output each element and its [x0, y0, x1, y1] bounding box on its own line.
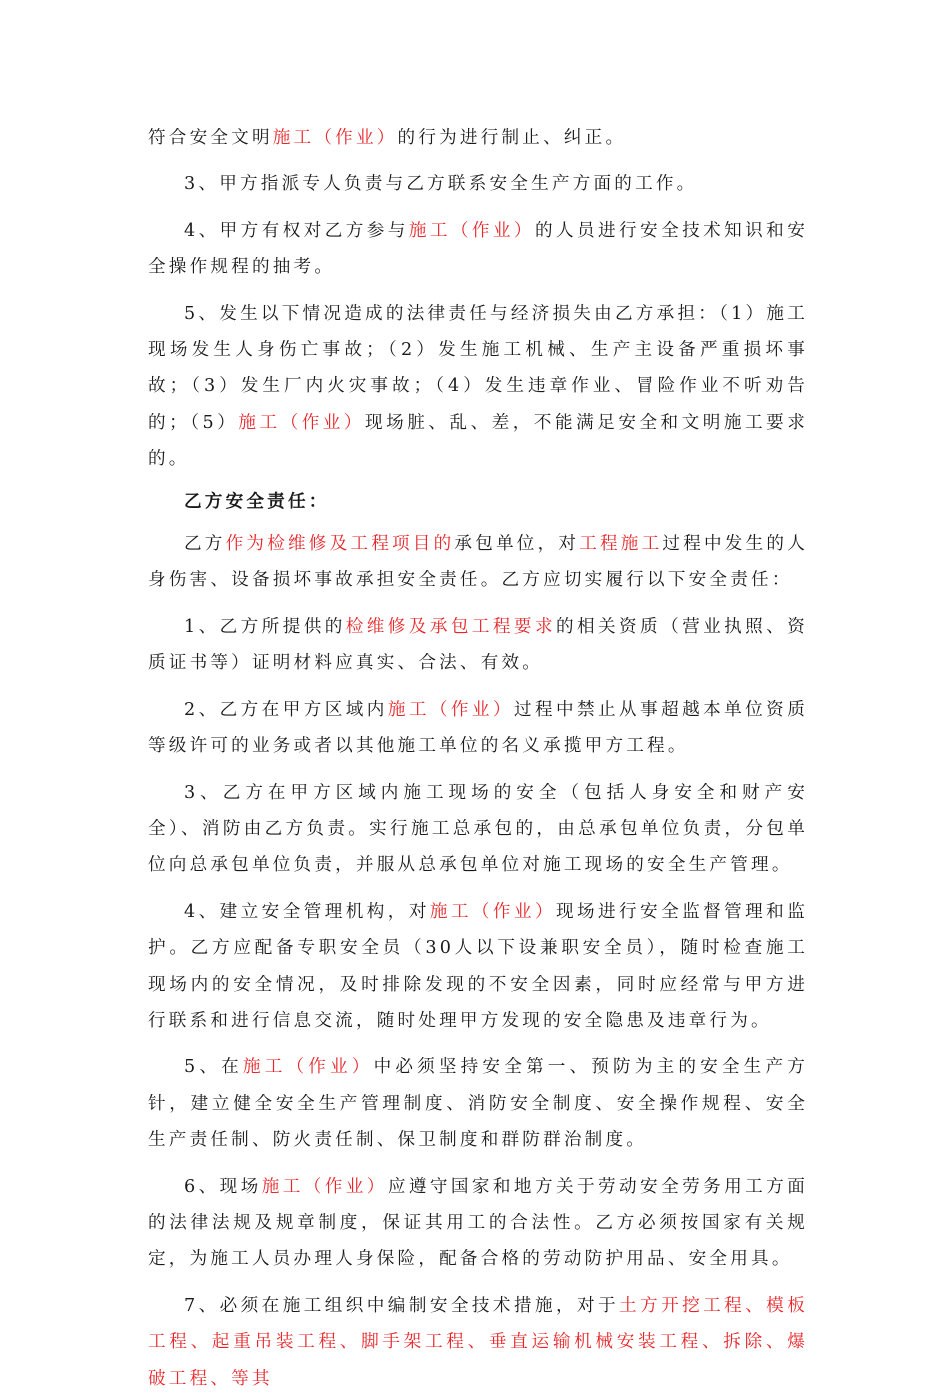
text-run: 现场脏、乱、差，不能满足安全和文明施工要求的。: [148, 412, 808, 470]
text-run: 中必须坚持安全第一、预防为主的安全生产方针，建立健全安全生产管理制度、消防安全制度、安全操作规程、安全生产责任制、防火责任制、保卫制度和群防群治制度。: [148, 1057, 809, 1151]
text-run: 3、甲方指派专人负责与乙方联系安全生产方面的工作。: [184, 174, 698, 195]
highlighted-text: 施工（作业）: [242, 1057, 374, 1078]
highlighted-text: 施工（作业）: [408, 220, 535, 241]
text-run: 应遵守国家和地方关于劳动安全劳务用工方面的法律法规及规章制度，保证其用工的合法性。乙方必须按国家有关规定，为施工人员办理人身保险，配备合格的劳动防护用品、安全用具。: [148, 1176, 808, 1270]
text-run: 过程中发生的人身伤害、设备损坏事故承担安全责任。乙方应切实履行以下安全责任：: [148, 534, 808, 591]
text-run: 5、发生以下情况造成的法律责任与经济损失由乙方承担：（1）施工现场发生人身伤亡事故；（2）发生施工机械、生产主设备严重损坏事故；（3）发生厂内火灾事故；（4）发生违章作业、冒险作业不听劝告的；（5）: [148, 303, 808, 433]
paragraph: [148, 296, 808, 478]
highlighted-text: 施工（作业）: [238, 412, 366, 433]
paragraph: [148, 526, 808, 599]
text-run: 1、乙方所提供的: [184, 616, 346, 637]
paragraph: [148, 894, 808, 1040]
text-run: 乙方安全责任：: [184, 490, 330, 512]
paragraph: [148, 166, 808, 202]
text-run: 6、现场: [184, 1176, 262, 1197]
highlighted-text: 施工（作业）: [429, 901, 556, 922]
paragraph: [148, 609, 808, 682]
section-heading: [148, 484, 808, 520]
paragraph: [148, 1049, 808, 1158]
highlighted-text: 检维修及承包工程要求: [345, 616, 556, 637]
text-run: 的行为进行制止、纠正。: [397, 128, 627, 148]
text-run: 3、乙方在甲方区域内施工现场的安全（包括人身安全和财产安全）、消防由乙方负责。实行施工总承包的，由总承包单位负责，分包单位向总承包单位负责，并服从总承包单位对施工现场的安全生产管理。: [148, 782, 808, 876]
text-run: 现场进行安全监督管理和监护。乙方应配备专职安全员（30人以下设兼职安全员），随时检查施工现场内的安全情况，及时排除发现的不安全因素，同时应经常与甲方进行联系和进行信息交流，随时处理甲方发现的安全隐患及违章行为。: [148, 901, 808, 1031]
paragraph: [148, 775, 808, 884]
text-run: 乙方: [184, 534, 226, 555]
paragraph: [148, 120, 808, 156]
highlighted-text: 土方开挖工程、模板工程、起重吊装工程、脚手架工程、垂直运输机械安装工程、拆除、爆破工程、等其: [148, 1295, 808, 1389]
highlighted-text: 作为检维修及工程项目的: [225, 534, 455, 555]
document-page: [148, 120, 808, 1397]
text-run: 符合安全文明: [148, 128, 273, 148]
highlighted-text: 施工（作业）: [387, 699, 514, 720]
text-run: 2、乙方在甲方区域内: [184, 699, 388, 720]
text-run: 5、在: [184, 1057, 243, 1078]
paragraph: [148, 692, 808, 765]
paragraph: [148, 1288, 808, 1397]
text-run: 7、必须在施工组织中编制安全技术措施，对于: [184, 1295, 620, 1316]
text-run: 的相关资质（营业执照、资质证书等）证明材料应真实、合法、有效。: [148, 616, 808, 674]
highlighted-text: 施工（作业）: [272, 128, 398, 148]
text-run: 4、建立安全管理机构，对: [184, 901, 430, 922]
highlighted-text: 施工（作业）: [261, 1176, 388, 1197]
text-run: 4、甲方有权对乙方参与: [184, 220, 409, 241]
text-run: 的人员进行安全技术知识和安全操作规程的抽考。: [148, 220, 808, 278]
text-run: 承包单位，对: [454, 534, 580, 555]
highlighted-text: 工程施工: [579, 534, 663, 555]
paragraph: [148, 213, 808, 286]
text-run: 过程中禁止从事超越本单位资质等级许可的业务或者以其他施工单位的名义承揽甲方工程。: [148, 699, 808, 757]
paragraph: [148, 1169, 808, 1278]
